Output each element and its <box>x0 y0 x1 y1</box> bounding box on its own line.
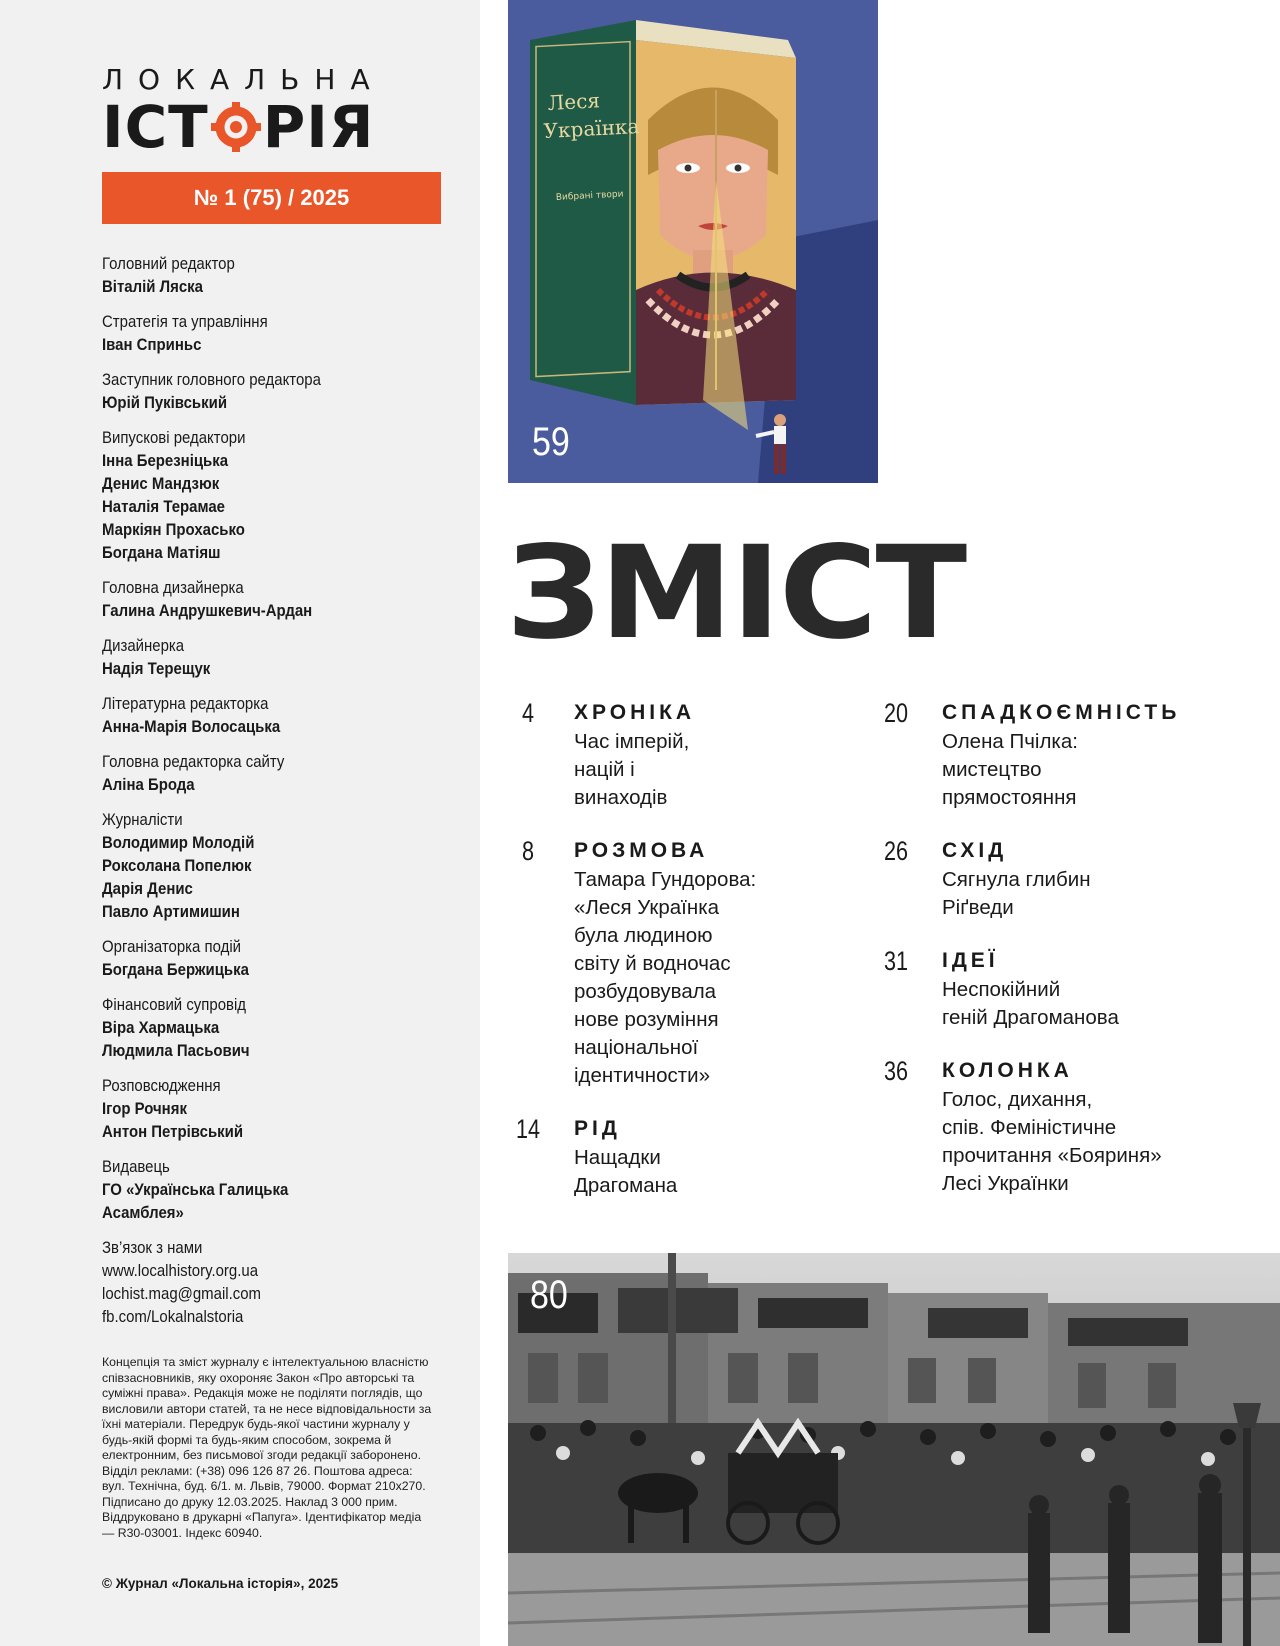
staff-role: Заступник головного редактора <box>102 370 321 389</box>
staff-list <box>102 252 442 1340</box>
toc-section-name: СХІД <box>942 839 1008 862</box>
staff-name: Віталій Ляска <box>102 277 203 296</box>
staff-name: Аліна Брода <box>102 775 195 794</box>
toc-section-name: ХРОНІКА <box>574 701 696 724</box>
historical-photo[interactable] <box>508 1253 1280 1646</box>
book-cover-title-1: Леся <box>547 88 601 115</box>
toc-page-number: 14 <box>515 1114 541 1144</box>
staff-name: Юрій Пуківський <box>102 393 228 412</box>
toc-entry[interactable] <box>510 1114 870 1200</box>
staff-name: Анна-Марія Волосацька <box>102 717 281 736</box>
staff-role: Літературна редакторка <box>102 694 269 713</box>
logo-gear-icon <box>211 102 261 152</box>
staff-name: Богдана Бержицька <box>102 960 249 979</box>
toc-article-title: Нащадки Драгомана <box>574 1146 678 1197</box>
staff-group <box>102 692 442 738</box>
staff-group <box>102 750 442 796</box>
staff-role: Організаторка подій <box>102 937 242 956</box>
legal-notice: Концепція та зміст журналу є інтелектуальною власністю співзасновників, яку охороняє Закон «Про авторські та суміжні права». Редакція може не поділяти поглядів, що висловили автори статей, та не несе відповідальности за їхні матеріали. Передрук будь-якої частини журналу у будь-якій формі та будь-яким способом, зокрема й електронним, без письмової згоди редакції заборонено. Відділ реклами: (+38) 096 126 87 26. Поштова адреса: вул. Технічна, буд. 6/1. м. Львів, 79000. Формат 210х270. Підписано до друку 12.03.2025. Наклад 3 000 прим. Віддруковано в друкарні «Папуга». Ідентифікатор медіа — R30-03001. Індекс 60940. <box>102 1355 432 1540</box>
contact-label: Зв’язок з нами <box>102 1238 203 1257</box>
staff-group <box>102 368 442 414</box>
toc-entry[interactable] <box>510 836 870 1090</box>
website-link[interactable]: www.localhistory.org.ua <box>102 1261 259 1280</box>
toc-section-name: РОЗМОВА <box>574 839 709 862</box>
toc-page-number: 4 <box>521 698 535 728</box>
staff-name: Галина Андрушкевич-Ардан <box>102 601 313 620</box>
toc-entry[interactable] <box>878 946 1278 1032</box>
toc-page-number: 20 <box>883 698 909 728</box>
staff-group <box>102 310 442 356</box>
toc-article-title: Час імперій, націй і винаходів <box>574 730 690 809</box>
staff-name: Наталія Терамае <box>102 497 226 516</box>
staff-role: Видавець <box>102 1157 170 1176</box>
toc-section-name: КОЛОНКА <box>942 1059 1073 1082</box>
staff-group <box>102 252 442 298</box>
toc-section-name: СПАДКОЄМНІСТЬ <box>942 701 1181 724</box>
staff-name: Віра Хармацька <box>102 1018 220 1037</box>
email-link[interactable]: lochist.mag@gmail.com <box>102 1284 262 1303</box>
contact-block <box>102 1236 442 1328</box>
staff-name: Володимир Молодій <box>102 833 255 852</box>
toc-entry[interactable] <box>878 698 1278 812</box>
staff-name: Маркіян Прохасько <box>102 520 245 539</box>
staff-role: Стратегія та управління <box>102 312 268 331</box>
book-illustration <box>508 0 878 483</box>
book-cover-subtitle: Вибрані твори <box>555 189 624 203</box>
toc-entry[interactable] <box>878 1056 1278 1198</box>
staff-role: Розповсюдження <box>102 1076 221 1095</box>
logo-line-2-part-a: ІСТ <box>102 93 209 161</box>
staff-group <box>102 993 442 1062</box>
staff-name: Антон Петрівський <box>102 1122 244 1141</box>
toc-section-name: РІД <box>574 1117 621 1140</box>
toc-article-title: Олена Пчілка: мистецтво прямостояння <box>942 730 1078 809</box>
toc-page-number: 31 <box>883 946 909 976</box>
staff-role: Фінансовий супровід <box>102 995 247 1014</box>
street-procession-photo <box>508 1253 1280 1646</box>
staff-group <box>102 808 442 923</box>
toc-page-number: 8 <box>521 836 535 866</box>
logo-line-2 <box>102 93 442 161</box>
staff-group <box>102 1155 442 1224</box>
magazine-logo[interactable] <box>102 63 442 161</box>
toc-article-title: Неспокійний геній Драгоманова <box>942 978 1119 1029</box>
staff-role: Головний редактор <box>102 254 235 273</box>
masthead-column <box>0 0 480 1646</box>
photo-page-number: 80 <box>530 1273 568 1317</box>
staff-role: Головна дизайнерка <box>102 578 244 597</box>
issue-number-badge: № 1 (75) / 2025 <box>102 172 441 224</box>
illustration-page-number: 59 <box>532 420 570 464</box>
staff-name: Інна Березніцька <box>102 451 229 470</box>
staff-group <box>102 634 442 680</box>
staff-name: Денис Мандзюк <box>102 474 220 493</box>
staff-name: Асамблея» <box>102 1203 184 1222</box>
logo-line-1: ЛОКАЛЬНА <box>102 63 385 96</box>
staff-name: Павло Артимишин <box>102 902 240 921</box>
staff-name: Надія Терещук <box>102 659 211 678</box>
toc-column-left <box>510 698 870 1224</box>
toc-entry[interactable] <box>878 836 1278 922</box>
toc-article-title: Голос, дихання, спів. Феміністичне прочитання «Бояриня» Лесі Українки <box>942 1088 1162 1195</box>
staff-name: Іван Сприньс <box>102 335 202 354</box>
copyright: © Журнал «Локальна історія», 2025 <box>102 1576 339 1591</box>
staff-role: Дизайнерка <box>102 636 185 655</box>
logo-line-2-part-b: РІЯ <box>262 93 375 161</box>
staff-name: Людмила Пасьович <box>102 1041 250 1060</box>
toc-entry[interactable] <box>510 698 870 812</box>
staff-name: ГО «Українська Галицька <box>102 1180 289 1199</box>
contents-title: ЗМІСТ <box>506 519 966 668</box>
staff-group <box>102 576 442 622</box>
staff-name: Богдана Матіяш <box>102 543 221 562</box>
staff-name: Ігор Рочняк <box>102 1099 187 1118</box>
staff-role: Журналісти <box>102 810 183 829</box>
toc-article-title: Тамара Гундорова: «Леся Українка була людиною світу й водночас розбудовувала нове розуміння національної ідентичности» <box>574 868 757 1087</box>
toc-column-right <box>878 698 1278 1222</box>
staff-group <box>102 935 442 981</box>
staff-group <box>102 1074 442 1143</box>
toc-article-title: Сягнула глибин Ріґведи <box>942 868 1091 919</box>
book-cover-title-2: Українка <box>543 114 640 143</box>
facebook-link[interactable]: fb.com/Lokalnalstoria <box>102 1307 244 1326</box>
staff-group <box>102 426 442 564</box>
staff-role: Випускові редактори <box>102 428 246 447</box>
staff-name: Дарія Денис <box>102 879 193 898</box>
toc-page-number: 36 <box>883 1056 909 1086</box>
toc-section-name: ІДЕЇ <box>942 949 999 972</box>
staff-role: Головна редакторка сайту <box>102 752 285 771</box>
feature-illustration[interactable] <box>508 0 878 483</box>
toc-page-number: 26 <box>883 836 909 866</box>
staff-name: Роксолана Попелюк <box>102 856 252 875</box>
